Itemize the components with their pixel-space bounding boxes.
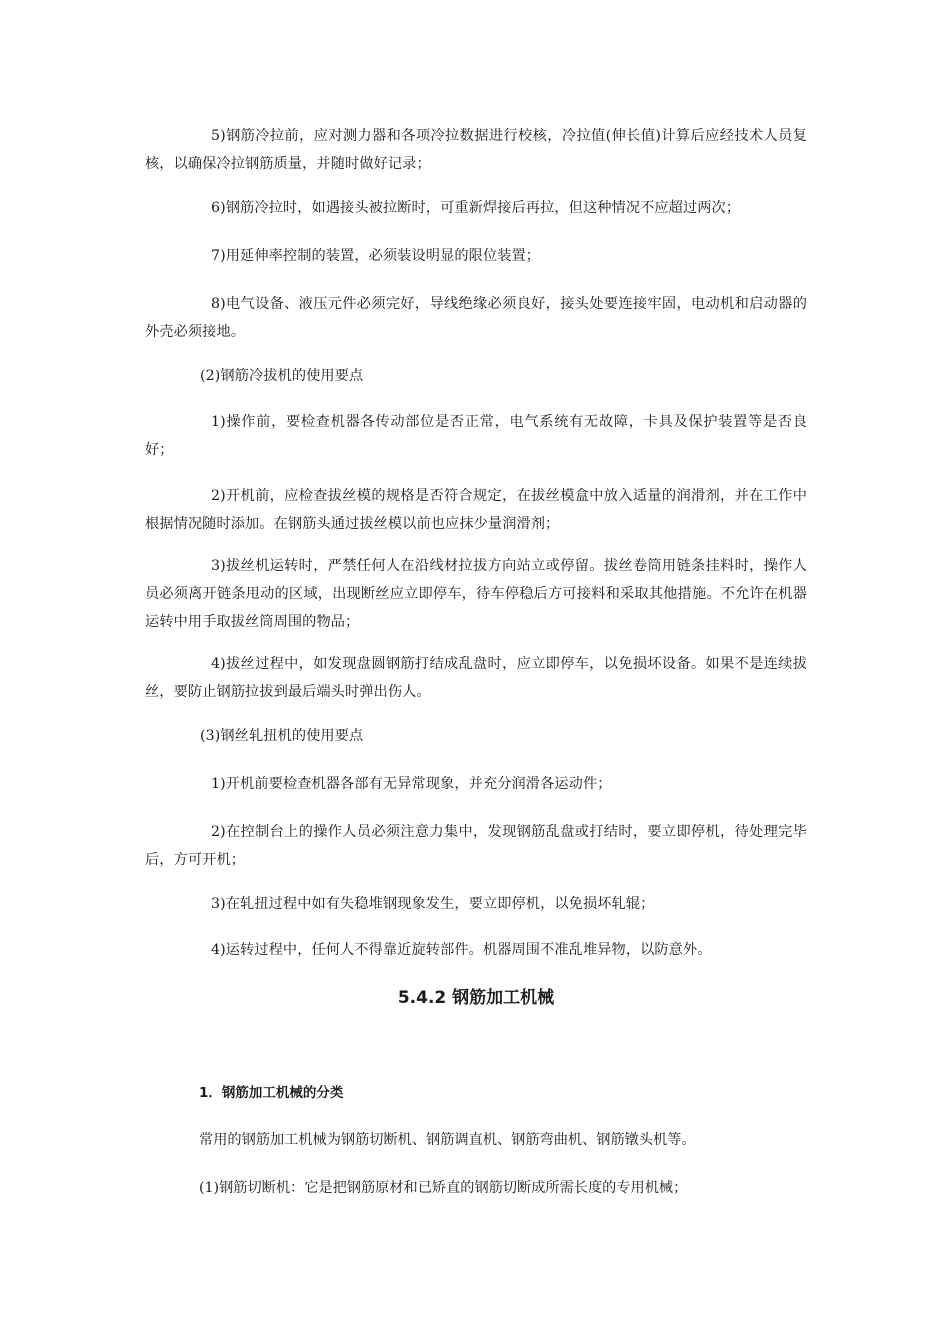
paragraph-twisting-3: 3)在轧扭过程中如有失稳堆钢现象发生，要立即停机，以免损坏轧辊； bbox=[211, 896, 655, 912]
paragraph-drawing-machine-4: 4)拔丝过程中，如发现盘圆钢筋打结成乱盘时，应立即停车，以免损坏设备。如果不是连续拔丝，要防止钢筋拉拔到最后端头时弹出伤人。 bbox=[145, 656, 807, 700]
subsection-heading: 1．钢筋加工机械的分类 bbox=[199, 1085, 344, 1101]
paragraph-drawing-machine-2: 2)开机前，应检查拔丝模的规格是否符合规定，在拔丝模盒中放入适量的润滑剂，并在工作中根据情况随时添加。在钢筋头通过拔丝模以前也应抹少量润滑剂； bbox=[145, 488, 807, 532]
section-heading: 5.4.2 钢筋加工机械 bbox=[397, 988, 555, 1008]
paragraph-drawing-machine-3: 3)拔丝机运转时，严禁任何人在沿线材拉拔方向站立或停留。拔丝卷筒用链条挂料时，操作人员必须离开链条甩动的区域，出现断丝应立即停车，待车停稳后方可接料和采取其他措施。不允许在机器运转中用手取拔丝筒周围的物品； bbox=[145, 558, 807, 630]
paragraph-twisting-2: 2)在控制台上的操作人员必须注意力集中，发现钢筋乱盘或打结时，要立即停机，待处理完毕后，方可开机； bbox=[145, 824, 807, 868]
subheading-cold-drawing-machine: (2)钢筋冷拔机的使用要点 bbox=[200, 368, 364, 384]
subheading-wire-twisting-machine: (3)钢丝轧扭机的使用要点 bbox=[200, 728, 364, 744]
intro-paragraph: 常用的钢筋加工机械为钢筋切断机、钢筋调直机、钢筋弯曲机、钢筋镦头机等。 bbox=[199, 1132, 696, 1148]
paragraph-twisting-1: 1)开机前要检查机器各部有无异常现象，并充分润滑各运动件； bbox=[211, 776, 612, 792]
item-cutting-machine: (1)钢筋切断机：它是把钢筋原材和已矫直的钢筋切断成所需长度的专用机械； bbox=[199, 1180, 688, 1196]
paragraph-drawing-machine-1: 1)操作前，要检查机器各传动部位是否正常，电气系统有无故障，卡具及保护装置等是否良好； bbox=[145, 414, 807, 458]
paragraph-cold-drawing-8: 8)电气设备、液压元件必须完好，导线绝缘必须良好，接头处要连接牢固，电动机和启动器的外壳必须接地。 bbox=[145, 296, 807, 340]
paragraph-cold-drawing-7: 7)用延伸率控制的装置，必须装设明显的限位装置； bbox=[211, 248, 541, 264]
paragraph-cold-drawing-6: 6)钢筋冷拉时，如遇接头被拉断时，可重新焊接后再拉，但这种情况不应超过两次； bbox=[211, 200, 741, 216]
paragraph-twisting-4: 4)运转过程中，任何人不得靠近旋转部件。机器周围不准乱堆异物，以防意外。 bbox=[211, 942, 712, 958]
paragraph-cold-drawing-5: 5)钢筋冷拉前，应对测力器和各项冷拉数据进行校核，冷拉值(伸长值)计算后应经技术人员复核，以确保冷拉钢筋质量，并随时做好记录； bbox=[145, 128, 807, 172]
